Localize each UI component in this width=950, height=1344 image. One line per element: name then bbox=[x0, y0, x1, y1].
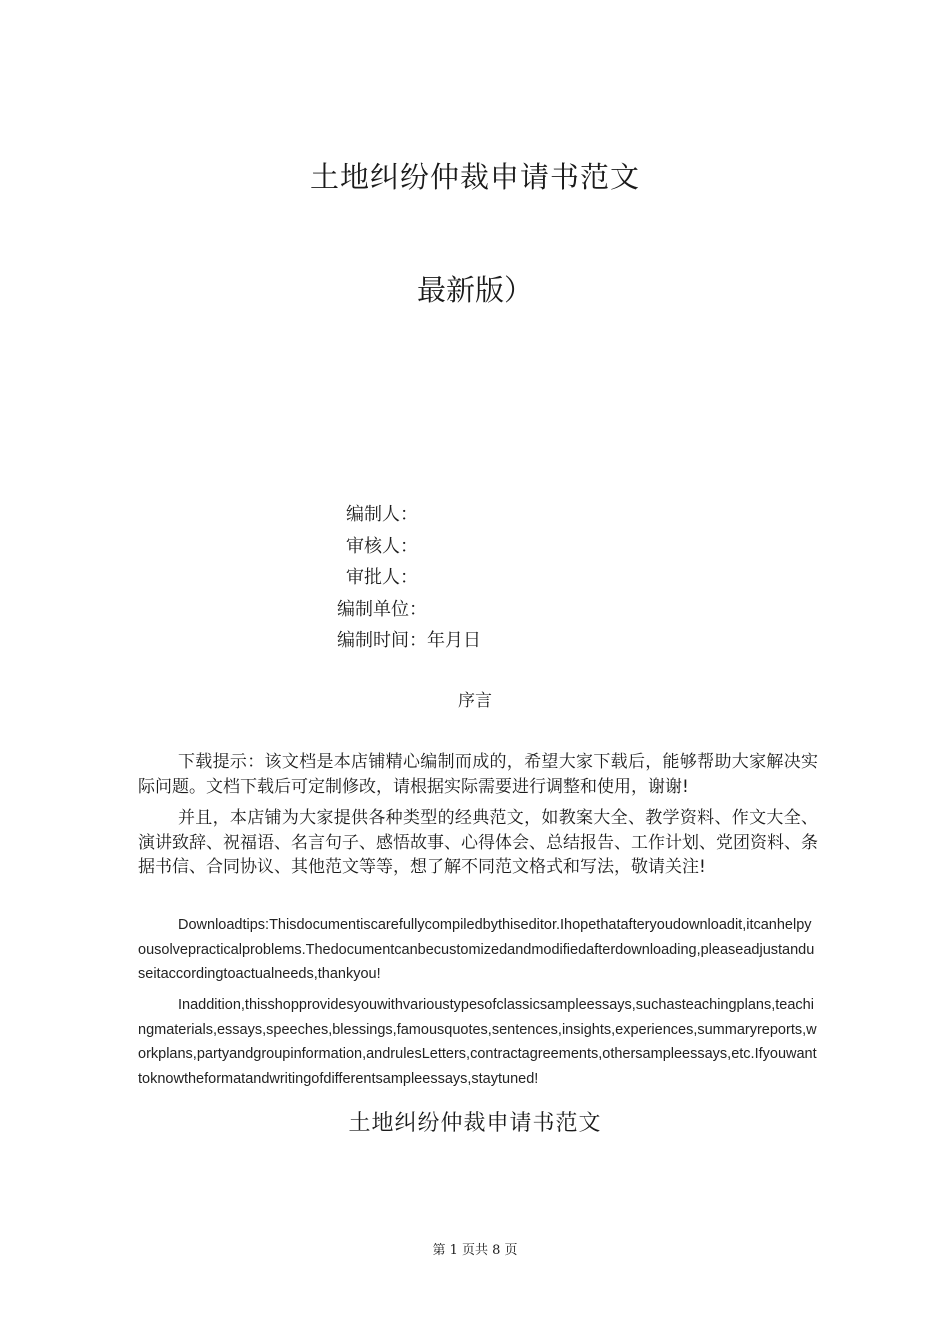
meta-reviewer: 审核人： bbox=[346, 536, 418, 557]
paragraph-cn-2: 并且，本店铺为大家提供各种类型的经典范文，如教案大全、教学资料、作文大全、演讲致辞、祝福语、名言句子、感悟故事、心得体会、总结报告、工作计划、党团资料、条据书信、合同协议、其他范文等等，想了解不同范文格式和写法，敬请关注! bbox=[138, 808, 818, 877]
body-title: 土地纠纷仲裁申请书范文 bbox=[348, 1111, 602, 1136]
preface-heading: 序言 bbox=[458, 691, 492, 711]
paragraph-en-1: Downloadtips:Thisdocumentiscarefullycompiledbythiseditor.Ihopethatafteryoudownloadit,itcanhelpyousolvepracticalproblems.Thedocumentcanbecustomizedandmodifiedafterdownloading,pleaseadjustanduseitaccordingtoactualneeds,thankyou! bbox=[138, 917, 815, 982]
page-footer: 第 1 页共 8 页 bbox=[432, 1243, 518, 1258]
meta-unit: 编制单位： bbox=[337, 599, 427, 620]
document-title: 土地纠纷仲裁申请书范文 bbox=[309, 160, 640, 194]
meta-approver: 审批人： bbox=[346, 567, 418, 588]
meta-editor: 编制人： bbox=[346, 504, 418, 525]
document-subtitle: 最新版） bbox=[416, 273, 533, 307]
paragraph-en-2: Inaddition,thisshopprovidesyouwithvarioustypesofclassicsampleessays,suchasteachingplans,teachingmaterials,essays,speeches,blessings,famousquotes,sentences,insights,experiences,summaryreports,workplans,partyandgroupinformation,andrulesLetters,contractagreements,othersampleessays,etc.Ifyouwanttoknowtheformatandwritingofdifferentsampleessays,staytuned! bbox=[138, 997, 817, 1087]
meta-time: 编制时间：年月日 bbox=[337, 630, 481, 651]
paragraph-cn-1: 下载提示：该文档是本店铺精心编制而成的，希望大家下载后，能够帮助大家解决实际问题。文档下载后可定制修改，请根据实际需要进行调整和使用，谢谢! bbox=[138, 752, 818, 797]
